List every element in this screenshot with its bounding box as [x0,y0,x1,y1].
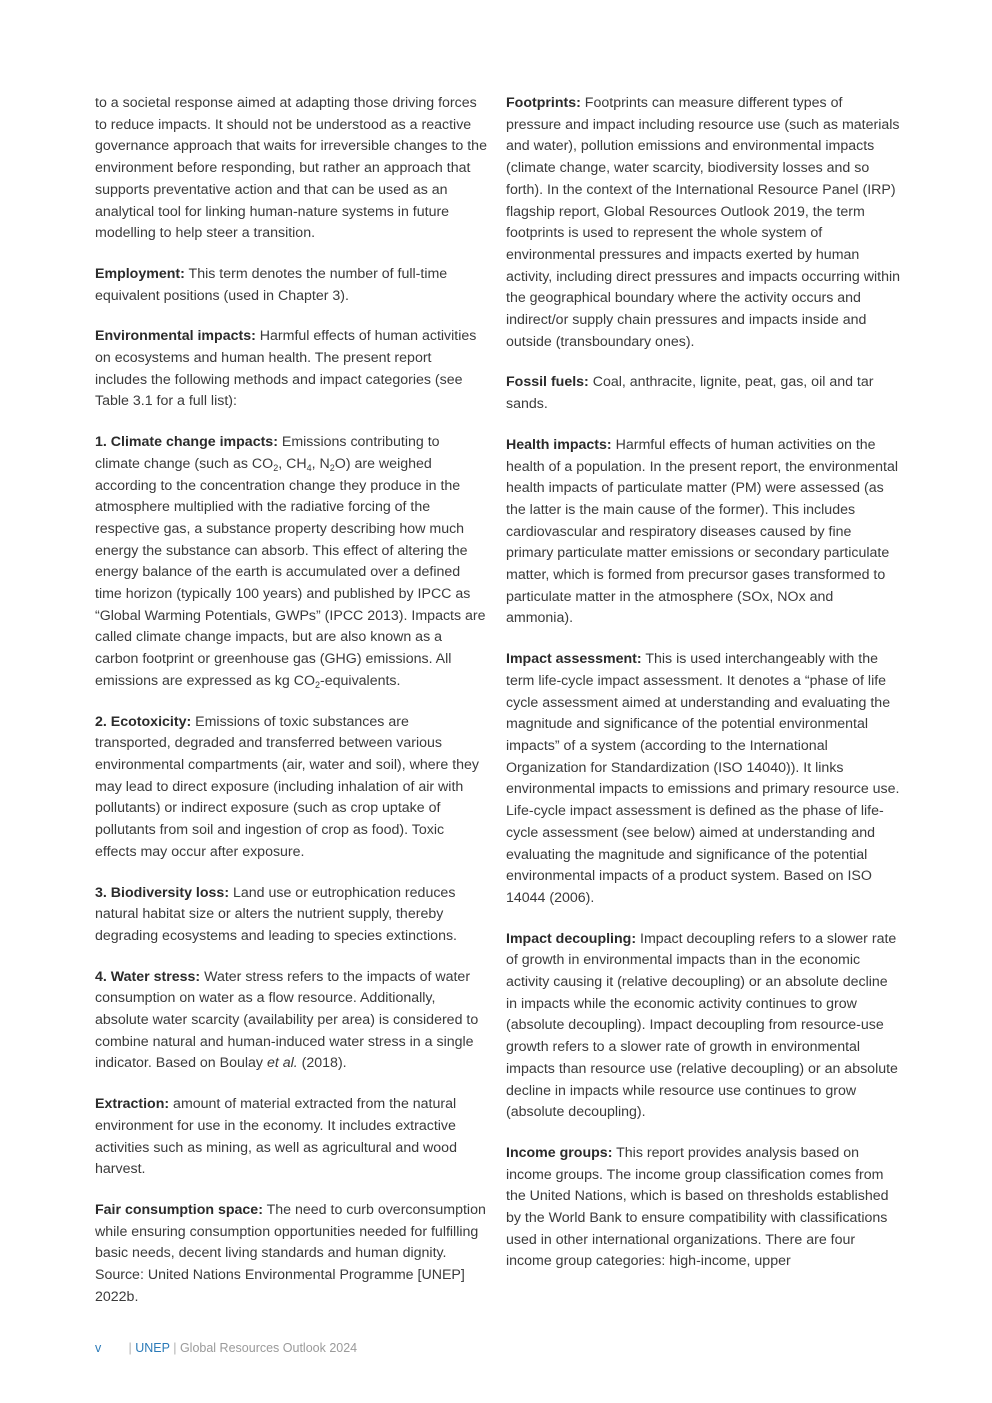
definition-text: , N [311,455,330,472]
definition-text: -equivalents. [320,672,401,689]
definition-text: Harmful effects of human activities on ecosystems and human health. The present report includes the following methods and impact categories (see Table 3.1 for a full list): [95,328,477,410]
term-label: Fossil fuels: [506,374,589,391]
right-column [506,93,900,1292]
entry-biodiversity-loss [95,883,487,948]
italic-text: et al. [266,1055,298,1072]
definition-text: O) are weighed according to the concentration change they produce in the atmosphere multiplied with the radiative forcing of the respective gas, a substance property describing how much energy the substance can absorb. This effect of altering the energy balance of the earth is accumulated over a defined time horizon (typically 100 years) and published by IPCC as “Global Warming Potentials, GWPs” (IPCC 2013). Impacts are called climate change impacts, but are also known as a carbon footprint or greenhouse gas (GHG) emissions. All emissions are expressed as kg CO [95,455,486,689]
definition-text: amount of material extracted from the natural environment for use in the economy. It includes extractive activities such as mining, as well as agricultural and wood harvest. [95,1096,457,1178]
term-label: Extraction: [95,1096,170,1113]
term-label: Impact decoupling: [506,930,637,947]
subscript: 4 [306,462,312,473]
entry-impact-decoupling [506,929,900,1124]
entry-footprints [506,93,900,353]
term-label: Impact assessment: [506,651,642,668]
footer-brand: UNEP [135,1341,170,1355]
paragraph-text: to a societal response aimed at adapting those driving forces to reduce impacts. It should not be understood as a reactive governance approach that waits for irreversible changes to the environment before responding, but rather an approach that supports preventative action and that can be used as an analytical tool for linking human-nature systems in future modelling to help steer a transition. [95,95,487,242]
term-label: Fair consumption space: [95,1201,263,1218]
definition-text: This report provides analysis based on income groups. The income group classification comes from the United Nations, which is based on thresholds established by the World Bank to ensure compatibility with classifications used in other international organizations. There are four income group categories: high-income, upper [506,1144,889,1270]
term-label: Footprints: [506,95,581,111]
definition-text: Emissions of toxic substances are transported, degraded and transferred between various environmental compartments (air, water and soil), where they may lead to direct exposure (including inhalation of air with pollutants) or indirect exposure (such as crop uptake of pollutants from soil and ingestion of crop as food). Toxic effects may occur after exposure. [95,713,480,860]
left-column [95,93,487,1327]
definition-text: The need to curb overconsumption while ensuring consumption opportunities needed for fulfilling basic needs, decent living standards and human dignity. Source: United Nations Environmental Programme [UNEP] 2022b. [95,1201,486,1305]
footer-separator: | [128,1341,132,1355]
entry-fossil-fuels [506,372,900,415]
definition-text: Emissions contributing to climate change (such as CO [95,434,440,472]
term-label: Environmental impacts: [95,328,256,345]
subscript: 2 [315,679,321,690]
subscript: 2 [273,462,279,473]
definition-text: This is used interchangeably with the term life-cycle impact assessment. It denotes a “phase of life cycle assessment aimed at understanding and evaluating the magnitude and significance of the potential environmental impacts” of a system (according to the International Organization for Standardization (ISO 14040)). It links environmental impacts to emissions and primary resource use. Life-cycle impact assessment is defined as the phase of life-cycle assessment (see below) aimed at understanding and evaluating the magnitude and significance of the potential environmental impacts of a product system. Based on ISO 14044 (2006). [506,651,900,906]
term-label: 3. Biodiversity loss: [95,884,230,901]
footer-title: Global Resources Outlook 2024 [179,1341,358,1355]
term-label: Health impacts: [506,436,612,453]
term-label: Income groups: [506,1144,613,1161]
entry-ecotoxicity [95,712,487,864]
subscript: 2 [329,462,335,473]
entry-health-impacts [506,435,900,630]
term-label: 2. Ecotoxicity: [95,713,192,730]
entry-climate-change-impacts [95,432,487,692]
entry-water-stress [95,967,487,1076]
entry-extraction [95,1094,487,1181]
entry-fair-consumption-space [95,1200,487,1309]
entry-impact-assessment [506,649,900,909]
term-label: 1. Climate change impacts: [95,434,278,451]
term-label: 4. Water stress: [95,968,201,985]
definition-text: This term denotes the number of full-time equivalent positions (used in Chapter 3). [95,265,448,304]
definition-text: Land use or eutrophication reduces natural habitat size or alters the nutrient supply, thereby degrading ecosystems and leading to species extinctions. [95,884,457,944]
definition-text: Impact decoupling refers to a slower rate of growth in environmental impacts than in the economic activity causing it (relative decoupling) or an absolute decline in impacts while the economic activity continues to grow (absolute decoupling). Impact decoupling from resource-use growth refers to a slower rate of growth in environmental impacts than resource use (relative decoupling) or an absolute decline in impacts while resource use continues to grow (absolute decoupling). [506,930,898,1121]
definition-text: Footprints can measure different types of pressure and impact including resource use (such as materials and water), pollution emissions and environmental impacts (climate change, water scarcity, biodiversity losses and so forth). In the context of the International Resource Panel (IRP) flagship report, Global Resources Outlook 2019, the term footprints is used to represent the whole system of environmental pressures and impacts exerted by human activity, including direct pressures and impacts occurring within the geographical boundary where the activity occurs and indirect/or supply chain pressures and impacts inside and outside (transboundary ones). [506,95,901,350]
page-number: v [95,1341,102,1355]
entry-environmental-impacts [95,326,487,413]
term-label: Employment: [95,265,185,282]
footer-separator: | [173,1341,177,1355]
paragraph-driving-forces [95,93,487,245]
definition-text: Coal, anthracite, lignite, peat, gas, oil and tar sands. [506,374,874,413]
definition-text: Harmful effects of human activities on the health of a population. In the present report, the environmental health impacts of particulate matter (PM) were assessed (as the latter is the main cause of the former). This includes cardiovascular and respiratory diseases caused by fine primary particulate matter emissions or secondary particulate matter, which is formed from precursor gases transformed to particulate matter in the atmosphere (SOx, NOx and ammonia). [506,436,898,627]
entry-income-groups [506,1143,900,1273]
definition-text: Water stress refers to the impacts of water consumption on water as a flow resource. Additionally, absolute water scarcity (availability per area) is considered to combine natural and human-induced water stress in a single indicator. Based on Boulay [95,968,479,1072]
definition-text: , CH [278,455,307,472]
entry-employment [95,264,487,307]
definition-text: (2018). [297,1055,347,1072]
page-footer [95,1341,357,1355]
